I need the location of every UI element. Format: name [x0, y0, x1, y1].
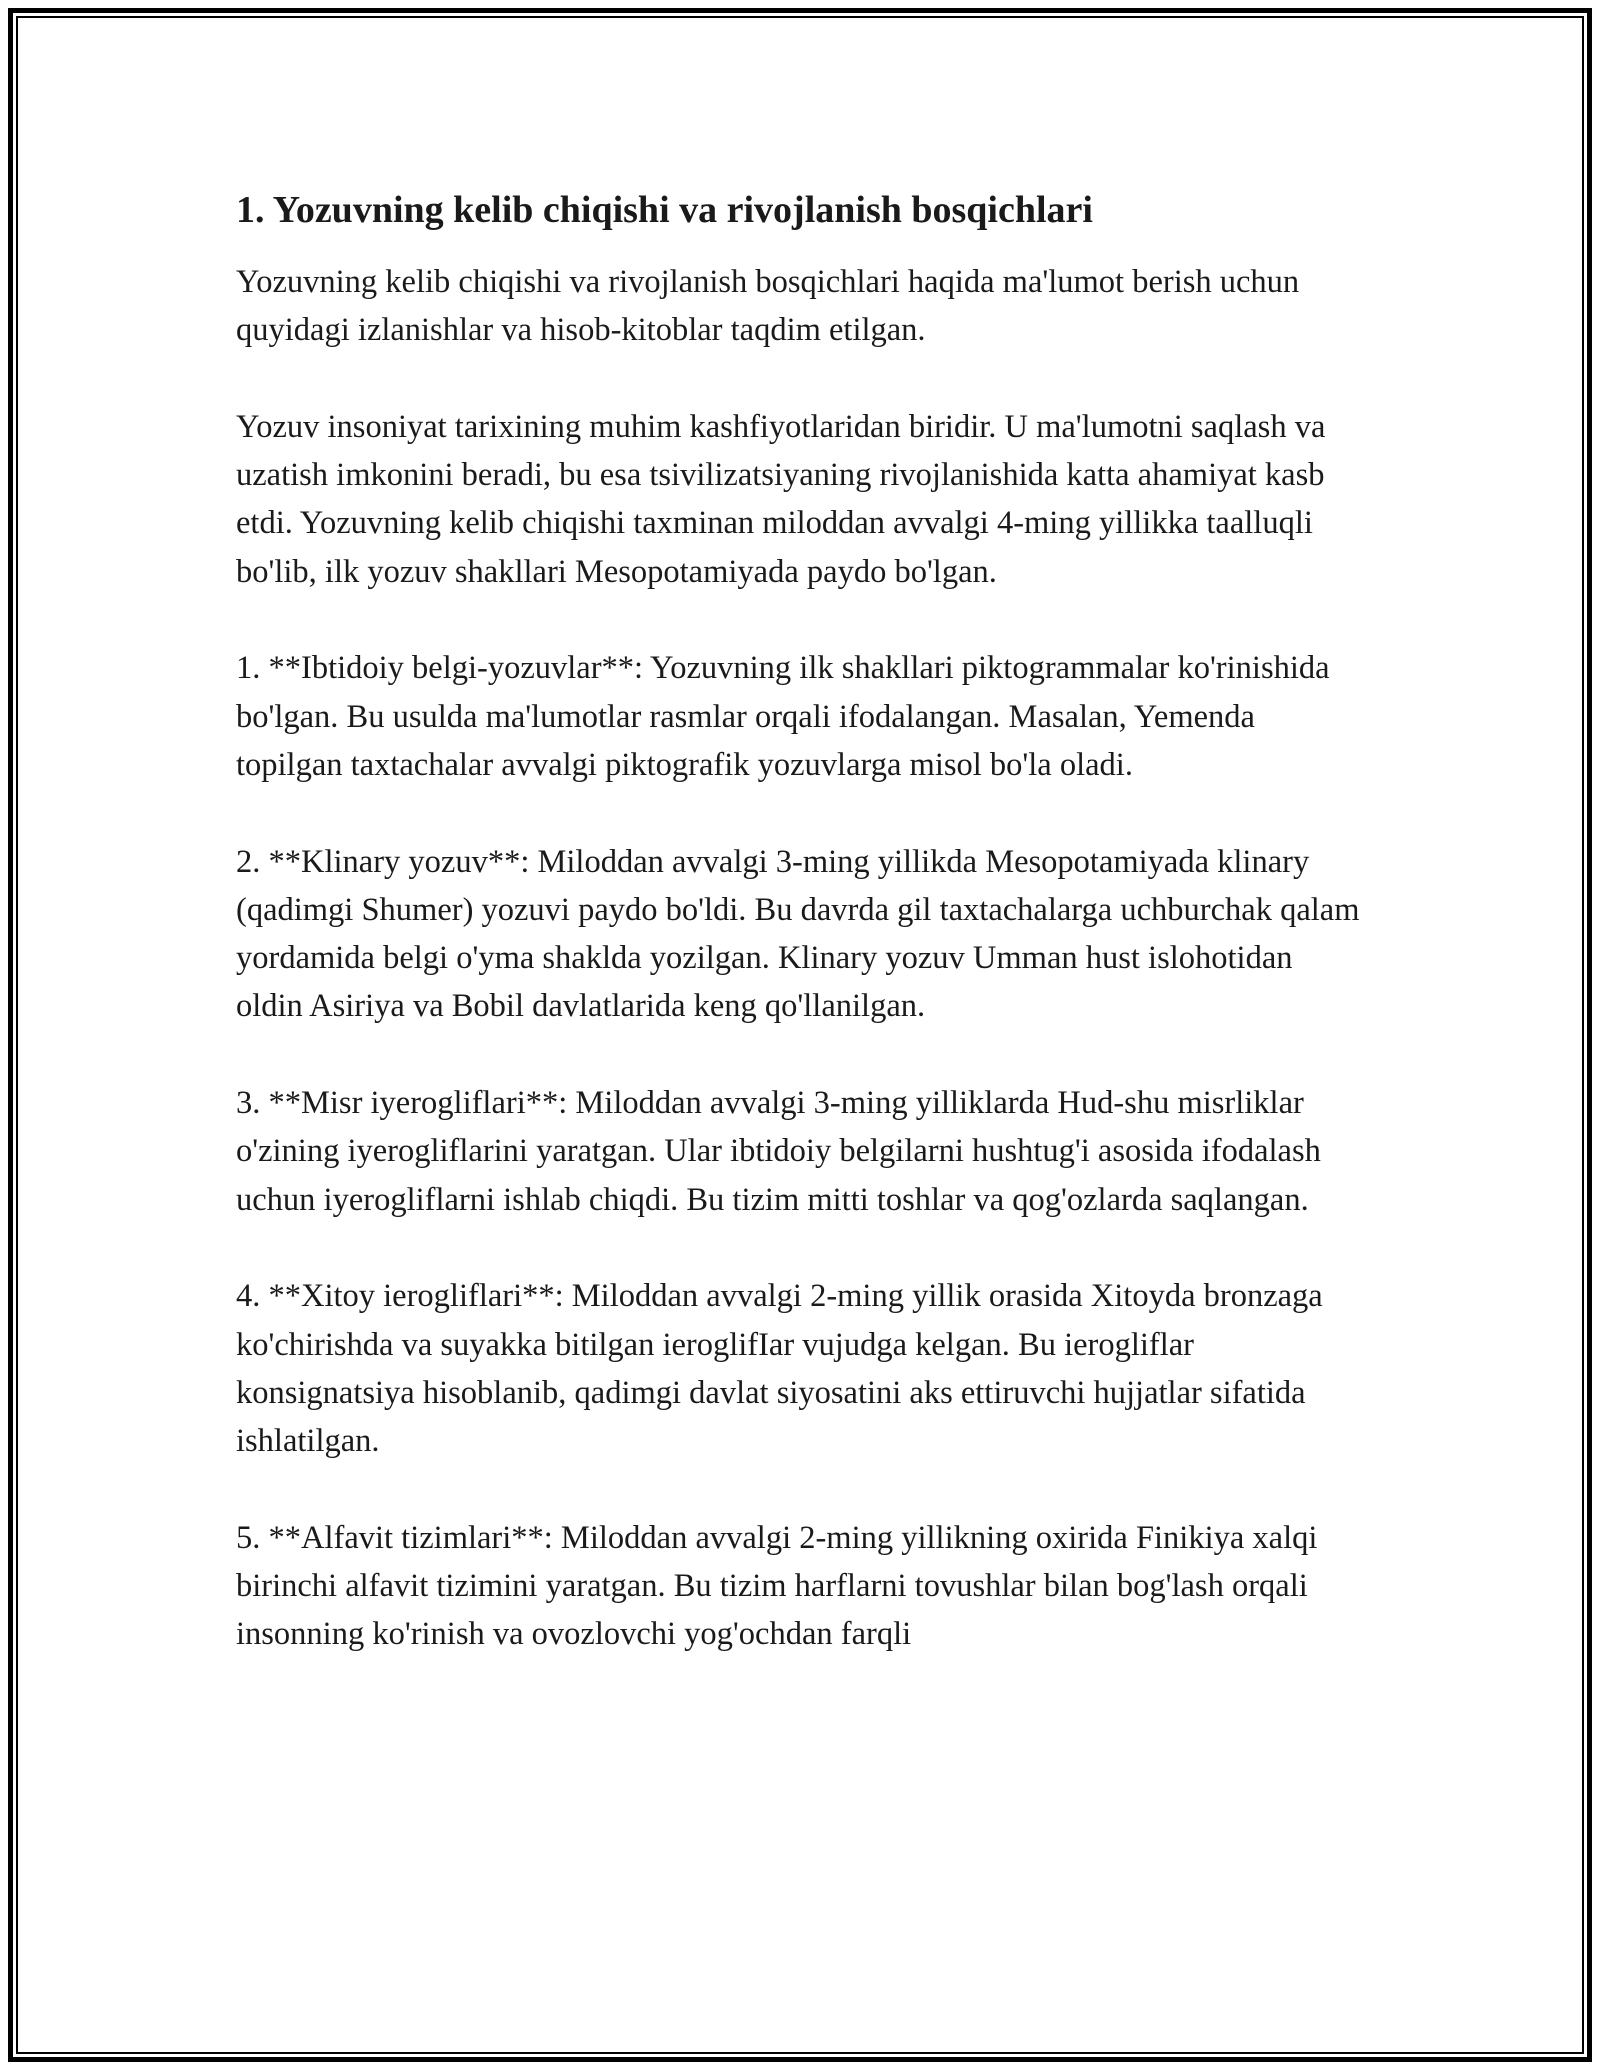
stage-1-paragraph: 1. **Ibtidoiy belgi-yozuvlar**: Yozuvning ilk shakllari piktogrammalar ko'rinishida bo'lgan. Bu usulda ma'lumotlar rasmlar orqali ifodalangan. Masalan, Yemenda topilgan taxtachalar avvalgi piktografik yozuvlarga misol bo'la oladi.	[236, 650, 1330, 783]
intro-paragraph: Yozuvning kelib chiqishi va rivojlanish bosqichlari haqida ma'lumot berish uchun quyidagi izlanishlar va hisob-kitoblar taqdim etilgan.	[236, 264, 1300, 349]
document-title: 1. Yozuvning kelib chiqishi va rivojlanish bosqichlari	[236, 189, 1093, 231]
stage-5-paragraph: 5. **Alfavit tizimlari**: Miloddan avvalgi 2-ming yillikning oxirida Finikiya xalqi birinchi alfavit tizimini yaratgan. Bu tizim harflarni tovushlar bilan bog'lash orqali insonning ko'rinish va ovozlovchi yog'ochdan farqli	[236, 1519, 1318, 1653]
document-body	[236, 186, 1366, 1707]
stage-3-paragraph: 3. **Misr iyerogliflari**: Miloddan avvalgi 3-ming yilliklarda Hud-shu misrliklar o'zining iyerogliflarini yaratgan. Ular ibtidoiy belgilarni hushtug'i asosida ifodalash uchun iyerogliflarni ishlab chiqdi. Bu tizim mitti toshlar va qog'ozlarda saqlangan.	[236, 1085, 1321, 1218]
overview-paragraph: Yozuv insoniyat tarixining muhim kashfiyotlaridan biridir. U ma'lumotni saqlash va uzatish imkonini beradi, bu esa tsivilizatsiyaning rivojlanishida katta ahamiyat kasb etdi. Yozuvning kelib chiqishi taxminan miloddan avvalgi 4-ming yillikka taalluqli bo'lib, ilk yozuv shakllari Mesopotamiyada paydo bo'lgan.	[236, 408, 1326, 590]
stage-4-paragraph: 4. **Xitoy ierogliflari**: Miloddan avvalgi 2-ming yillik orasida Xitoyda bronzaga ko'chirishda va suyakka bitilgan ieroglifIar vujudga kelgan. Bu ierogliflar konsignatsiya hisoblanib, qadimgi davlat siyosatini aks ettiruvchi hujjatlar sifatida ishlatilgan.	[236, 1278, 1323, 1460]
stage-2-paragraph: 2. **Klinary yozuv**: Miloddan avvalgi 3-ming yillikda Mesopotamiyada klinary (qadimgi Shumer) yozuvi paydo bo'ldi. Bu davrda gil taxtachalarga uchburchak qalam yordamida belgi o'yma shaklda yozilgan. Klinary yozuv Umman hust islohotidan oldin Asiriya va Bobil davlatlarida keng qo'llanilgan.	[236, 843, 1360, 1025]
